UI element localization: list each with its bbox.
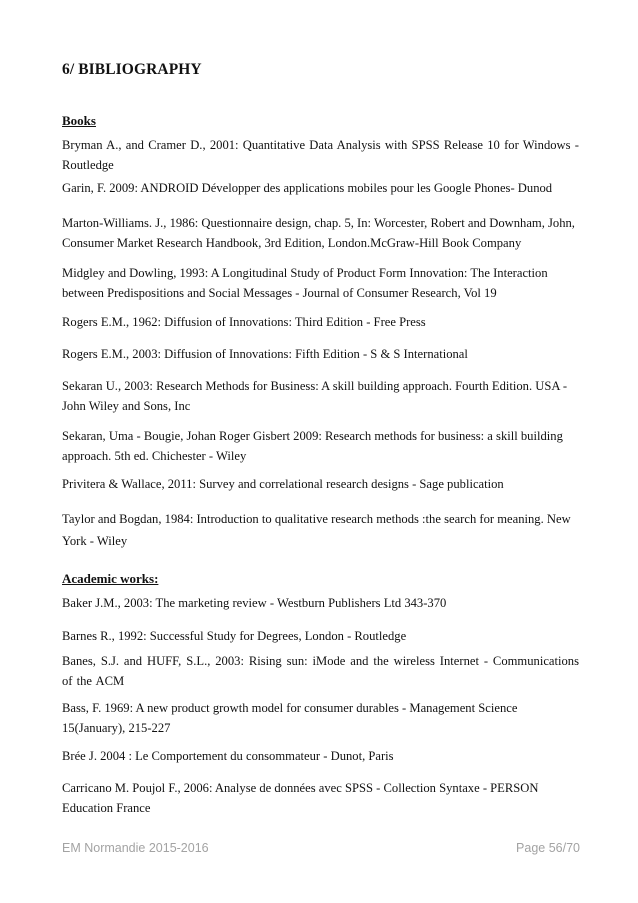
footer-school: EM Normandie 2015-2016	[62, 841, 209, 855]
bibliography-entry: Carricano M. Poujol F., 2006: Analyse de données avec SPSS - Collection Syntaxe - PERSON Education France	[62, 781, 539, 815]
footer-page-number: Page 56/70	[516, 841, 580, 855]
bibliography-entry: Baker J.M., 2003: The marketing review - Westburn Publishers Ltd 343-370	[62, 596, 447, 610]
bibliography-entry: Bass, F. 1969: A new product growth model for consumer durables - Management Science 15(January), 215-227	[62, 701, 518, 735]
page-title: 6/ BIBLIOGRAPHY	[62, 61, 202, 78]
bibliography-entry: Garin, F. 2009: ANDROID Développer des applications mobiles pour les Google Phones- Dunod	[62, 181, 553, 195]
bibliography-entry: Taylor and Bogdan, 1984: Introduction to qualitative research methods :the search for meaning. New York - Wiley	[62, 512, 571, 548]
bibliography-entry: Banes, S.J. and HUFF, S.L., 2003: Rising sun: iMode and the wireless Internet - Communications of the ACM	[62, 654, 579, 688]
bibliography-entry: Midgley and Dowling, 1993: A Longitudinal Study of Product Form Innovation: The Interaction between Predispositions and Social Messages - Journal of Consumer Research, Vol 19	[62, 266, 548, 300]
bibliography-entry: Sekaran, Uma - Bougie, Johan Roger Gisbert 2009: Research methods for business: a skill building approach. 5th ed. Chichester - Wiley	[62, 429, 563, 463]
bibliography-entry: Sekaran U., 2003: Research Methods for Business: A skill building approach. Fourth Edition. USA - John Wiley and Sons, Inc	[62, 379, 568, 413]
bibliography-entry: Marton-Williams. J., 1986: Questionnaire design, chap. 5, In: Worcester, Robert and Downham, John, Consumer Market Research Handbook, 3rd Edition, London.McGraw-Hill Book Company	[62, 216, 575, 250]
bibliography-entry: Privitera & Wallace, 2011: Survey and correlational research designs - Sage publication	[62, 477, 504, 491]
books-section-title: Books	[62, 113, 96, 128]
bibliography-entry: Rogers E.M., 1962: Diffusion of Innovations: Third Edition - Free Press	[62, 315, 426, 329]
academic-section-title: Academic works:	[62, 571, 159, 586]
bibliography-entry: Barnes R., 1992: Successful Study for Degrees, London - Routledge	[62, 629, 407, 643]
bibliography-entry: Rogers E.M., 2003: Diffusion of Innovations: Fifth Edition - S & S International	[62, 347, 468, 361]
bibliography-entry: Bryman A., and Cramer D., 2001: Quantitative Data Analysis with SPSS Release 10 for Windows - Routledge	[62, 138, 579, 172]
bibliography-entry: Brée J. 2004 : Le Comportement du consommateur - Dunot, Paris	[62, 749, 394, 763]
